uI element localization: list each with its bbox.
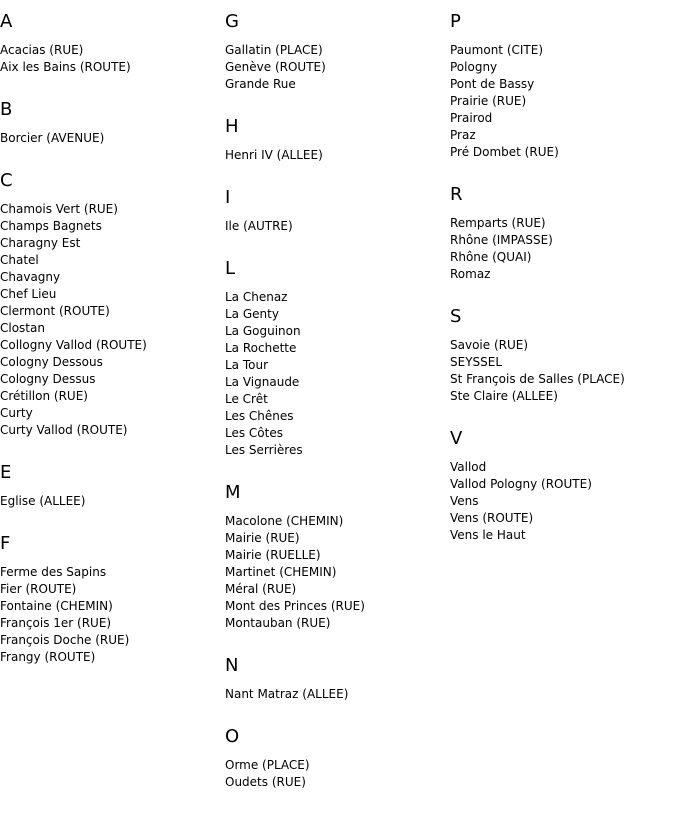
street-link[interactable]: La Chenaz bbox=[225, 290, 288, 304]
street-link[interactable]: Cologny Dessous bbox=[0, 355, 103, 369]
street-link[interactable]: Charagny Est bbox=[0, 236, 81, 250]
street-link[interactable]: Les Serrières bbox=[225, 443, 303, 457]
section-letter-heading: L bbox=[225, 258, 236, 279]
street-list bbox=[450, 337, 670, 405]
street-link[interactable]: St François de Salles (PLACE) bbox=[450, 372, 625, 386]
street-link[interactable]: Curty Vallod (ROUTE) bbox=[0, 423, 128, 437]
street-link[interactable]: Clermont (ROUTE) bbox=[0, 304, 110, 318]
section-letter-heading: O bbox=[225, 726, 240, 747]
letter-section bbox=[450, 429, 670, 544]
index-column-3 bbox=[450, 12, 670, 568]
section-letter-heading: S bbox=[450, 306, 462, 327]
street-link[interactable]: François 1er (RUE) bbox=[0, 616, 112, 630]
section-letter-heading: A bbox=[0, 11, 13, 32]
section-letter-heading: H bbox=[225, 116, 239, 137]
street-list bbox=[450, 215, 670, 283]
street-link[interactable]: Crétillon (RUE) bbox=[0, 389, 88, 403]
street-link[interactable]: Curty bbox=[0, 406, 33, 420]
street-link[interactable]: Eglise (ALLEE) bbox=[0, 494, 86, 508]
street-link[interactable]: La Genty bbox=[225, 307, 279, 321]
street-link[interactable]: Aix les Bains (ROUTE) bbox=[0, 60, 131, 74]
street-link[interactable]: Chef Lieu bbox=[0, 287, 57, 301]
section-letter-heading: P bbox=[450, 11, 461, 32]
letter-section bbox=[0, 463, 220, 510]
street-link[interactable]: Praz bbox=[450, 128, 476, 142]
letter-section bbox=[225, 727, 445, 791]
street-link[interactable]: Vens le Haut bbox=[450, 528, 526, 542]
section-letter-heading: E bbox=[0, 462, 12, 483]
street-link[interactable]: Macolone (CHEMIN) bbox=[225, 514, 344, 528]
street-link[interactable]: Cologny Dessus bbox=[0, 372, 96, 386]
street-link[interactable]: Prairod bbox=[450, 111, 493, 125]
street-link[interactable]: Ferme des Sapins bbox=[0, 565, 107, 579]
letter-section bbox=[0, 100, 220, 147]
street-link[interactable]: Martinet (CHEMIN) bbox=[225, 565, 337, 579]
street-link[interactable]: Vallod Pologny (ROUTE) bbox=[450, 477, 592, 491]
street-link[interactable]: Collogny Vallod (ROUTE) bbox=[0, 338, 147, 352]
street-list bbox=[225, 686, 445, 703]
letter-section bbox=[450, 185, 670, 283]
street-link[interactable]: Gallatin (PLACE) bbox=[225, 43, 323, 57]
street-link[interactable]: La Vignaude bbox=[225, 375, 300, 389]
street-link[interactable]: Remparts (RUE) bbox=[450, 216, 546, 230]
street-link[interactable]: Le Crêt bbox=[225, 392, 268, 406]
street-link[interactable]: Fontaine (CHEMIN) bbox=[0, 599, 113, 613]
street-list bbox=[450, 459, 670, 544]
letter-section bbox=[225, 188, 445, 235]
letter-section bbox=[225, 259, 445, 459]
section-letter-heading: V bbox=[450, 428, 463, 449]
street-link[interactable]: Montauban (RUE) bbox=[225, 616, 331, 630]
street-link[interactable]: Savoie (RUE) bbox=[450, 338, 529, 352]
index-column-2 bbox=[225, 12, 445, 815]
street-link[interactable]: Les Chênes bbox=[225, 409, 294, 423]
street-list bbox=[225, 42, 445, 93]
street-link[interactable]: Grande Rue bbox=[225, 77, 296, 91]
street-link[interactable]: La Goguinon bbox=[225, 324, 301, 338]
section-letter-heading: R bbox=[450, 184, 463, 205]
street-link[interactable]: Romaz bbox=[450, 267, 491, 281]
street-link[interactable]: Acacias (RUE) bbox=[0, 43, 84, 57]
street-link[interactable]: Mairie (RUE) bbox=[225, 531, 300, 545]
street-link[interactable]: Orme (PLACE) bbox=[225, 758, 310, 772]
letter-section bbox=[0, 171, 220, 439]
section-letter-heading: G bbox=[225, 11, 239, 32]
street-link[interactable]: Borcier (AVENUE) bbox=[0, 131, 105, 145]
section-letter-heading: B bbox=[0, 99, 13, 120]
street-link[interactable]: Ste Claire (ALLEE) bbox=[450, 389, 558, 403]
street-link[interactable]: Paumont (CITE) bbox=[450, 43, 544, 57]
street-link[interactable]: Pont de Bassy bbox=[450, 77, 535, 91]
street-link[interactable]: Chavagny bbox=[0, 270, 61, 284]
street-link[interactable]: Vallod bbox=[450, 460, 487, 474]
street-link[interactable]: Rhône (QUAI) bbox=[450, 250, 532, 264]
street-link[interactable]: La Tour bbox=[225, 358, 269, 372]
street-link[interactable]: Champs Bagnets bbox=[0, 219, 102, 233]
street-link[interactable]: Vens (ROUTE) bbox=[450, 511, 534, 525]
street-list bbox=[0, 130, 220, 147]
street-link[interactable]: Rhône (IMPASSE) bbox=[450, 233, 553, 247]
street-list bbox=[225, 289, 445, 459]
letter-section bbox=[225, 117, 445, 164]
index-column-1 bbox=[0, 12, 220, 690]
street-link[interactable]: Ile (AUTRE) bbox=[225, 219, 293, 233]
letter-section bbox=[0, 12, 220, 76]
street-link[interactable]: Chamois Vert (RUE) bbox=[0, 202, 118, 216]
street-link[interactable]: Mont des Princes (RUE) bbox=[225, 599, 365, 613]
street-list bbox=[0, 201, 220, 439]
street-link[interactable]: Les Côtes bbox=[225, 426, 283, 440]
letter-section bbox=[225, 483, 445, 632]
street-list bbox=[0, 493, 220, 510]
letter-section bbox=[450, 307, 670, 405]
section-letter-heading: M bbox=[225, 482, 241, 503]
street-link[interactable]: La Rochette bbox=[225, 341, 297, 355]
street-link[interactable]: Genève (ROUTE) bbox=[225, 60, 326, 74]
street-link[interactable]: Henri IV (ALLEE) bbox=[225, 148, 323, 162]
street-link[interactable]: Nant Matraz (ALLEE) bbox=[225, 687, 349, 701]
section-letter-heading: F bbox=[0, 533, 11, 554]
street-link[interactable]: Vens bbox=[450, 494, 479, 508]
letter-section bbox=[450, 12, 670, 161]
street-list bbox=[0, 42, 220, 76]
street-list bbox=[225, 218, 445, 235]
letter-section bbox=[0, 534, 220, 666]
section-letter-heading: C bbox=[0, 170, 13, 191]
street-list bbox=[225, 757, 445, 791]
street-link[interactable]: Prairie (RUE) bbox=[450, 94, 527, 108]
street-link[interactable]: Chatel bbox=[0, 253, 39, 267]
street-link[interactable]: Frangy (ROUTE) bbox=[0, 650, 96, 664]
street-list bbox=[450, 42, 670, 161]
street-link[interactable]: Clostan bbox=[0, 321, 45, 335]
letter-section bbox=[225, 12, 445, 93]
street-link[interactable]: SEYSSEL bbox=[450, 355, 503, 369]
street-link[interactable]: Méral (RUE) bbox=[225, 582, 297, 596]
street-list bbox=[225, 513, 445, 632]
section-letter-heading: N bbox=[225, 655, 239, 676]
street-list bbox=[0, 564, 220, 666]
street-link[interactable]: Oudets (RUE) bbox=[225, 775, 306, 789]
letter-section bbox=[225, 656, 445, 703]
street-link[interactable]: François Doche (RUE) bbox=[0, 633, 130, 647]
street-link[interactable]: Pologny bbox=[450, 60, 498, 74]
street-link[interactable]: Fier (ROUTE) bbox=[0, 582, 77, 596]
street-link[interactable]: Pré Dombet (RUE) bbox=[450, 145, 559, 159]
section-letter-heading: I bbox=[225, 187, 231, 208]
street-list bbox=[225, 147, 445, 164]
street-link[interactable]: Mairie (RUELLE) bbox=[225, 548, 321, 562]
